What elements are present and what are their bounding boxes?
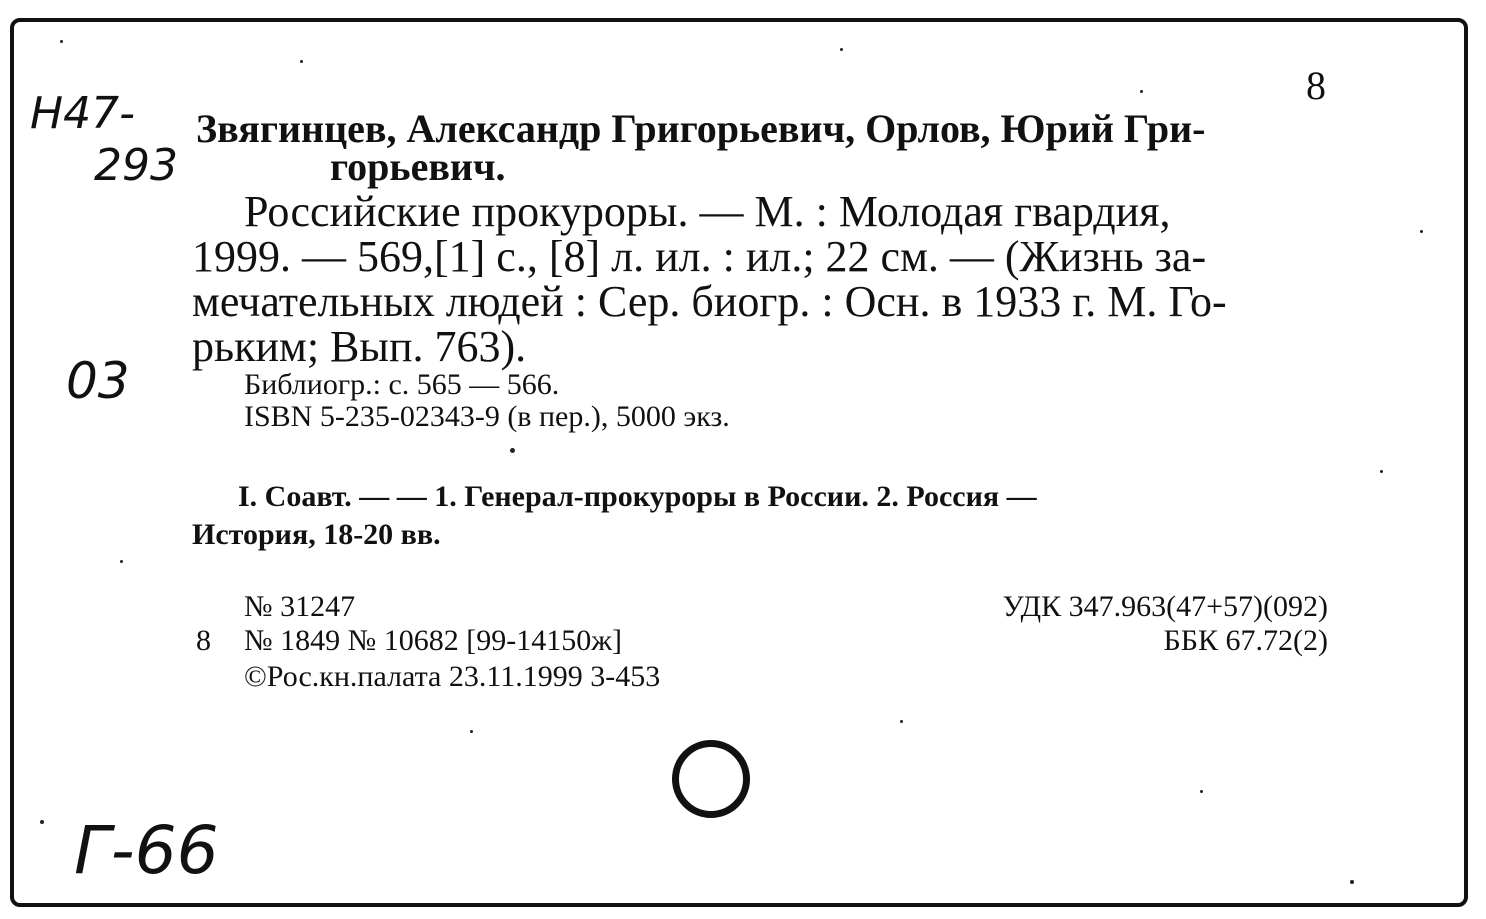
copyright-line: ©Рос.кн.палата 23.11.1999 3-453 bbox=[244, 660, 661, 693]
author-heading-line1: Звягинцев, Александр Григорьевич, Орлов, Юрий Гри- bbox=[196, 106, 1206, 151]
speck bbox=[470, 730, 473, 733]
card-punch-hole bbox=[672, 740, 750, 818]
tracing-line1: I. Соавт. — — 1. Генерал-прокуроры в России. 2. Россия — bbox=[238, 480, 1037, 513]
speck bbox=[1420, 230, 1423, 233]
tracing-line2: История, 18-20 вв. bbox=[192, 518, 441, 551]
speck bbox=[1380, 470, 1383, 473]
speck bbox=[60, 40, 63, 43]
description-line1: Российские прокуроры. — М. : Молодая гвардия, bbox=[244, 187, 1171, 236]
card-number: 8 bbox=[1306, 63, 1326, 108]
handwritten-call-number-1: Н47- bbox=[30, 88, 135, 139]
handwritten-shelf-code: Г-66 bbox=[74, 812, 219, 889]
speck bbox=[300, 60, 303, 63]
speck bbox=[40, 820, 44, 824]
record-numbers-2: № 1849 № 10682 [99-14150ж] bbox=[244, 624, 622, 657]
isbn-note: ISBN 5-235-02343-9 (в пер.), 5000 экз. bbox=[244, 400, 730, 433]
footer-prefix-8: 8 bbox=[196, 624, 211, 657]
bibliography-note: Библиогр.: с. 565 — 566. bbox=[244, 368, 560, 401]
speck bbox=[1200, 790, 1203, 793]
description-line4: рьким; Вып. 763). bbox=[192, 322, 527, 371]
speck bbox=[840, 48, 843, 51]
speck bbox=[120, 560, 123, 563]
description-line3: мечательных людей : Сер. биогр. : Осн. в 1933 г. М. Го- bbox=[192, 277, 1227, 326]
description-line2: 1999. — 569,[1] с., [8] л. ил. : ил.; 22 см. — (Жизнь за- bbox=[192, 232, 1207, 281]
handwritten-mark-03: 03 bbox=[66, 352, 130, 410]
bbk-code: ББК 67.72(2) bbox=[1163, 624, 1328, 657]
record-number-1: № 31247 bbox=[244, 590, 356, 623]
author-heading-line2: горьевич. bbox=[330, 144, 506, 189]
speck bbox=[510, 448, 515, 453]
udk-code: УДК 347.963(47+57)(092) bbox=[1002, 590, 1328, 623]
handwritten-call-number-2: 293 bbox=[94, 140, 178, 191]
speck bbox=[900, 720, 903, 723]
speck bbox=[1350, 880, 1354, 884]
speck bbox=[1140, 90, 1143, 93]
